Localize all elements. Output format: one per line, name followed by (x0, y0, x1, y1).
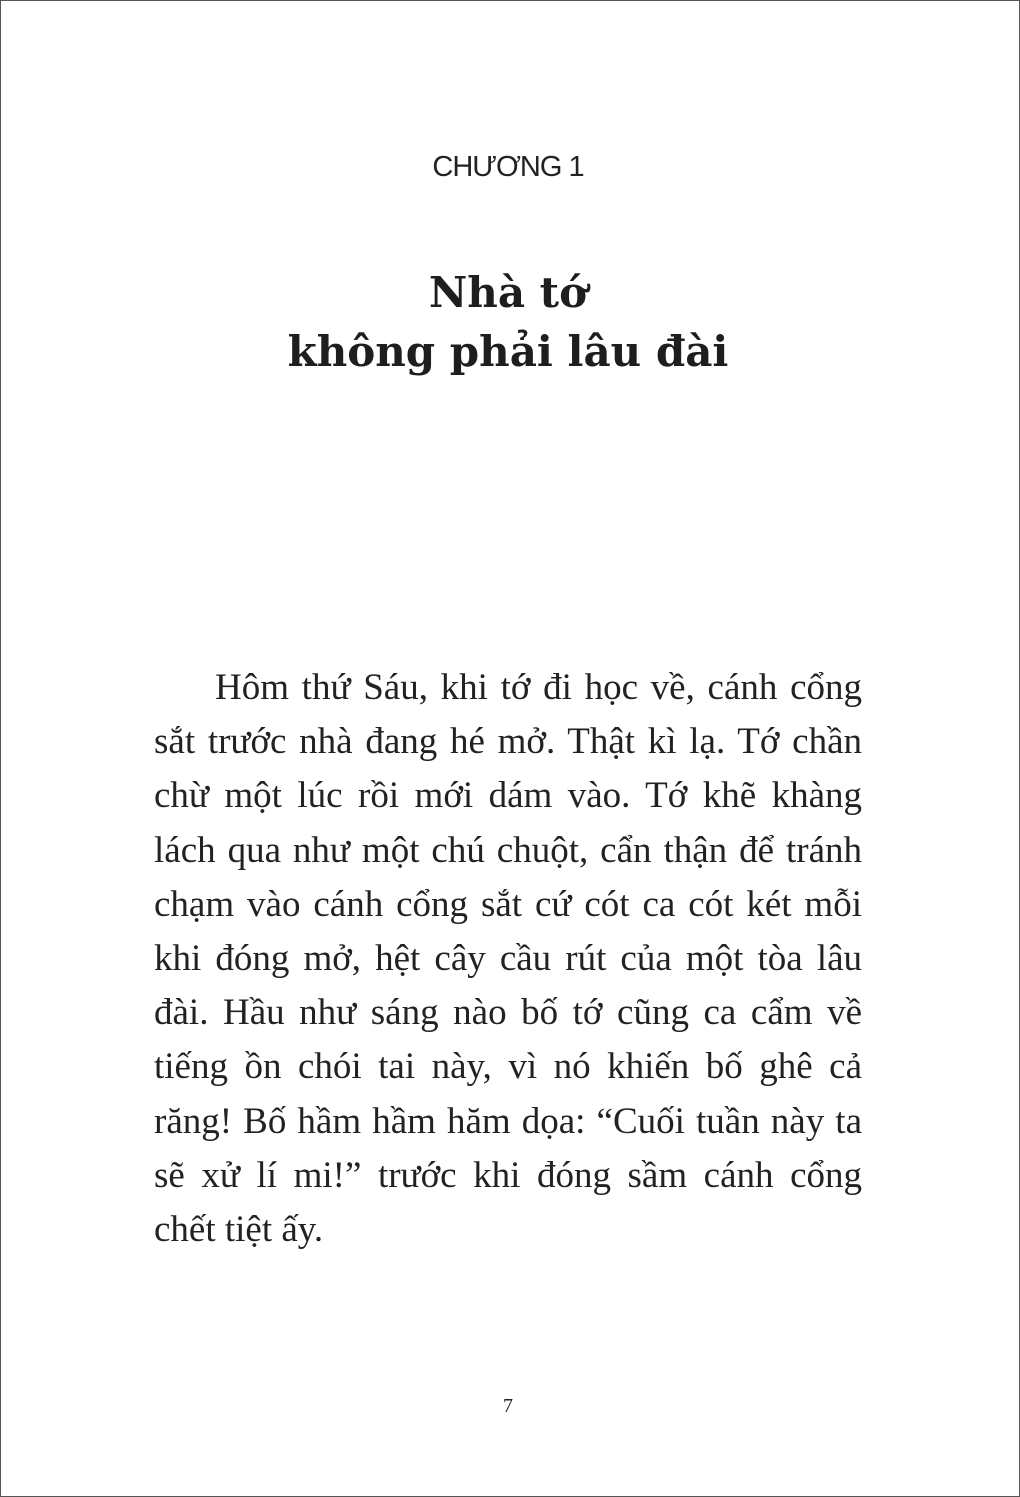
chapter-title (1, 263, 1015, 381)
page-number: 7 (503, 1395, 513, 1417)
chapter-title-line-2: không phải lâu đài (287, 327, 729, 376)
body-paragraph: Hôm thứ Sáu, khi tớ đi học về, cánh cổng sắt trước nhà đang hé mở. Thật kì lạ. Tớ chần chừ một lúc rồi mới dám vào. Tớ khẽ khàng lách qua như một chú chuột, cẩn thận để tránh chạm vào cánh cổng sắt cứ cót ca cót két mỗi khi đóng mở, hệt cây cầu rút của một tòa lâu đài. Hầu như sáng nào bố tớ cũng ca cẩm về tiếng ồn chói tai này, vì nó khiến bố ghê cả răng! Bố hầm hầm hăm dọa: “Cuối tuần này ta sẽ xử lí mi!” trước khi đóng sầm cánh cổng chết tiệt ấy. (154, 667, 862, 1251)
chapter-label: CHƯƠNG 1 (432, 151, 584, 183)
chapter-title-line-1: Nhà tớ (428, 268, 588, 317)
